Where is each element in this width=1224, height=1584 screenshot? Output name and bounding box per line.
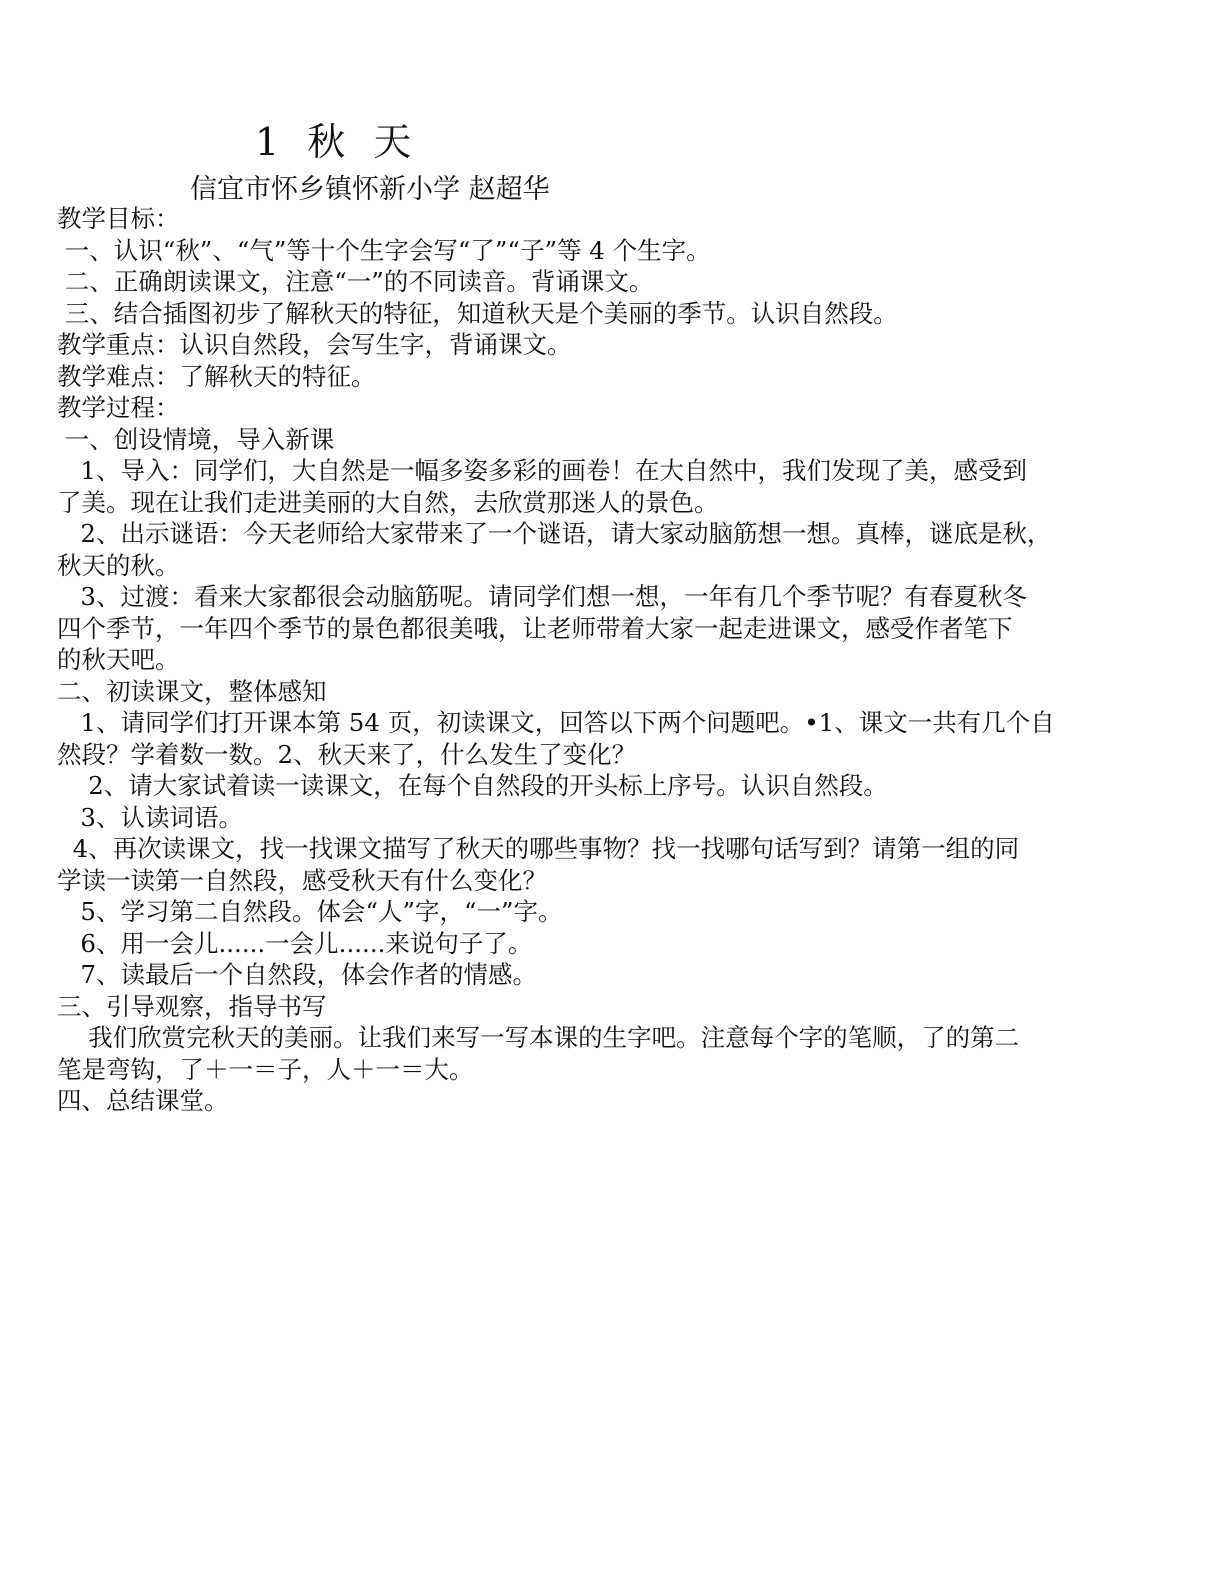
document-author: 信宜市怀乡镇怀新小学 赵超华 [190, 174, 550, 205]
text-line: 学读一读第一自然段，感受秋天有什么变化？ [57, 865, 547, 895]
text-line: 4、再次读课文，找一找课文描写了秋天的哪些事物？找一找哪句话写到？请第一组的同 [57, 834, 1020, 863]
text-line: 然段？学着数一数。2、秋天来了，什么发生了变化？ [57, 739, 637, 769]
text-line: 四个季节，一年四个季节的景色都很美哦，让老师带着大家一起走进课文，感受作者笔下 [57, 613, 1013, 643]
text-line: 教学难点：了解秋天的特征。 [57, 361, 376, 391]
text-line: 1、导入：同学们，大自然是一幅多姿多彩的画卷！在大自然中，我们发现了美，感受到 [57, 456, 1027, 485]
text-line: 三、引导观察，指导书写 [57, 991, 327, 1021]
text-line: 四、总结课堂。 [57, 1086, 229, 1115]
text-line: 二、正确朗读课文，注意“一”的不同读音。背诵课文。 [57, 267, 654, 296]
text-line: 6、用一会儿......一会儿......来说句子了。 [57, 928, 533, 958]
text-line: 教学目标： [57, 204, 180, 233]
text-line: 一、认识“秋”、“气”等十个生字会写“了”“子”等 4 个生字。 [57, 235, 711, 265]
text-line: 3、认读词语。 [57, 802, 243, 832]
text-line: 三、结合插图初步了解秋天的特征，知道秋天是个美丽的季节。认识自然段。 [57, 298, 898, 328]
text-line: 3、过渡：看来大家都很会动脑筋呢。请同学们想一想，一年有几个季节呢？有春夏秋冬 [57, 582, 1027, 611]
text-line: 的秋天吧。 [57, 645, 180, 674]
text-line: 一、创设情境，导入新课 [57, 424, 335, 454]
text-line: 2、出示谜语：今天老师给大家带来了一个谜语，请大家动脑筋想一想。真棒，谜底是秋， [57, 519, 1052, 548]
text-line: 我们欣赏完秋天的美丽。让我们来写一写本课的生字吧。注意每个字的笔顺，了的第二 [57, 1023, 1020, 1052]
text-line: 二、初读课文，整体感知 [57, 676, 327, 706]
text-line: 5、学习第二自然段。体会“人”字，“一”字。 [57, 897, 563, 926]
text-line: 教学过程： [57, 393, 180, 422]
text-line: 了美。现在让我们走进美丽的大自然，去欣赏那迷人的景色。 [57, 487, 719, 517]
text-line: 秋天的秋。 [57, 550, 180, 580]
text-line: 笔是弯钩，了＋一＝子，人＋一＝大。 [57, 1054, 474, 1084]
text-line: 2、请大家试着读一读课文，在每个自然段的开头标上序号。认识自然段。 [57, 771, 888, 800]
document-body [57, 203, 1157, 1117]
text-line: 1、请同学们打开课本第 54 页，初读课文，回答以下两个问题吧。•1、课文一共有几个自 [57, 708, 1055, 737]
document-title: 1 秋 天 [255, 120, 420, 164]
text-line: 7、读最后一个自然段，体会作者的情感。 [57, 960, 537, 989]
text-line: 教学重点：认识自然段，会写生字，背诵课文。 [57, 330, 572, 359]
